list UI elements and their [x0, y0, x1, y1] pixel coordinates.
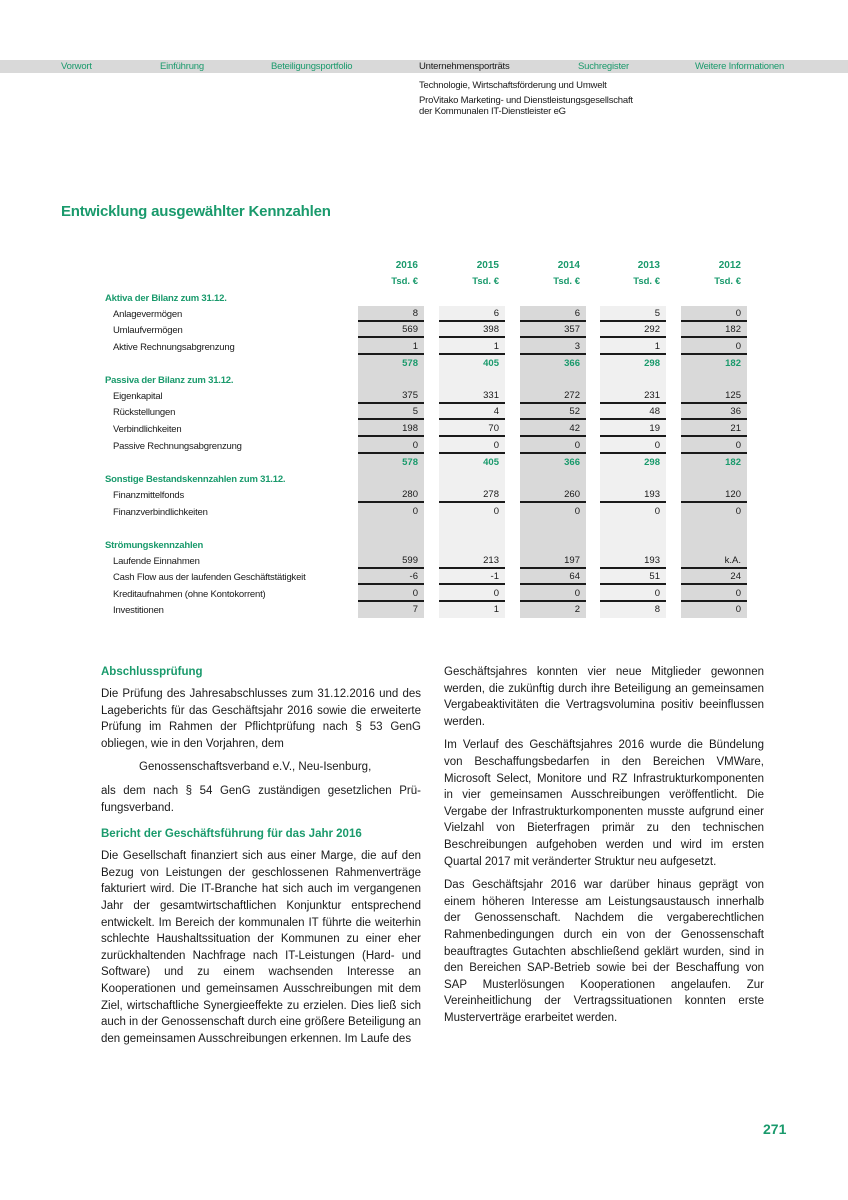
breadcrumb: [419, 80, 633, 118]
table-cell: 357: [520, 322, 586, 338]
nav-item-vorwort[interactable]: Vorwort: [61, 61, 92, 72]
table-cell: 0: [520, 438, 586, 454]
table-cell: 0: [681, 339, 747, 355]
table-cell: 193: [600, 487, 666, 503]
row-label: Anlagevermögen: [113, 309, 183, 320]
section-label-sonstige: Sonstige Bestandskennzahlen zum 31.12.: [105, 474, 286, 485]
row-label: Investitionen: [113, 605, 164, 616]
table-cell: 280: [358, 487, 424, 503]
table-cell: 213: [439, 553, 505, 569]
row-label: Finanzverbindlichkeiten: [113, 507, 208, 518]
section-label-stroemung: Strömungskennzahlen: [105, 540, 204, 551]
paragraph-verband: Genossenschaftsverband e.V., Neu-Isenburg,: [139, 761, 372, 774]
row-label: Kreditaufnahmen (ohne Kontokorrent): [113, 589, 266, 600]
table-cell: 6: [439, 306, 505, 322]
table-cell: 182: [681, 322, 747, 338]
table-cell: 2: [574, 604, 580, 615]
left-text-column: [101, 664, 421, 1054]
table-cell: 52: [520, 404, 586, 420]
column-header-year: 2012: [718, 260, 741, 271]
table-cell: 0: [358, 586, 424, 602]
table-cell: 0: [574, 506, 580, 517]
table-cell: -6: [358, 569, 424, 585]
table-cell-total: 366: [564, 457, 580, 468]
paragraph: Geschäftsjahres konnten vier neue Mitglieder gewonnen werden, die zukünftig durch ihre Beteiligung an gemeinsamen Vergabeaktivitäten die Vertragsvolumina positiv beeinflussen werden.: [444, 666, 764, 728]
table-cell: 0: [493, 506, 499, 517]
row-label: Finanzmittelfonds: [113, 490, 185, 501]
row-label: Umlaufvermögen: [113, 325, 183, 336]
table-cell: 3: [520, 339, 586, 355]
table-cell: 0: [681, 306, 747, 322]
paragraph: Die Gesellschaft finanziert sich aus einer Marge, die auf den Bezug von Leistungen der geschlossenen Rahmenverträge fakturiert wird. Die IT-Branche hat sich auch im vergangenen Jahr der gesamtwirtschaftlichen Konjunktur entsprechend entwickelt. Im Bereich der kommunalen IT führte die weiterhin schlechte Haushaltssituation der Kommunen zu einer eher zurückhaltenden Nachfrage nach IT-Leistungen (Hard- und Software) und zu einem wachsenden Interesse an Kooperationen und gemeinsamen Ausschreibungen mit dem Ziel, wirtschaftliche Synergieeffekte zu erzielen. Dies ließ sich auch in der Genossenschaft durch eine größere Beteiligung an den gemeinsamen Ausschreibungen erkennen. Im Laufe des: [101, 850, 421, 1045]
paragraph: Im Verlauf des Geschäftsjahres 2016 wurde die Bündelung von Beschaffungsbedarfen in den Bereichen VMWare, Microsoft Select, Monitore und RZ Infrastrukturkomponenten in vier gemeinsamen Ausschreibungen veröffentlicht. Die Vergabe der Infrastrukturkomponenten musste aufgrund einer Vielzahl von Bieterfragen primär zu den technischen Beschreibungen aufgehoben werden und wird im ersten Quartal 2017 mit veränderter Struktur neu aufgesetzt.: [444, 739, 764, 868]
column-header-year: 2014: [557, 260, 580, 271]
nav-item-einfuehrung[interactable]: Einführung: [160, 61, 204, 72]
table-cell-total: 578: [402, 358, 418, 369]
section-label-passiva: Passiva der Bilanz zum 31.12.: [105, 375, 234, 386]
table-cell: -1: [439, 569, 505, 585]
table-cell: 21: [681, 421, 747, 437]
paragraph: Das Geschäftsjahr 2016 war darüber hinaus geprägt von einem höheren Interesse am Leistungsaustausch innerhalb der Genossenschaft. Nachdem die vergaberechtlichen Rahmenbedingungen durch ein von der Genossenschaft beauftragtes Gutachten abschließend geklärt wurden, sind in den Bereichen SAP-Betrieb sowie bei der Beschaffung von SAP Musterlösungen Kooperationen angelaufen. Zur Vereinheitlichung der Vertragssituationen konnten erste Musterverträge erarbeitet werden.: [444, 879, 764, 1024]
table-cell: 1: [600, 339, 666, 355]
table-cell: 42: [520, 421, 586, 437]
column-header-unit: Tsd. €: [714, 276, 741, 287]
table-cell: 0: [600, 586, 666, 602]
table-cell: 6: [520, 306, 586, 322]
table-cell-total: 405: [483, 358, 499, 369]
row-label: Passive Rechnungsabgrenzung: [113, 441, 242, 452]
nav-item-beteiligungsportfolio[interactable]: Beteiligungsportfolio: [271, 61, 353, 72]
table-cell: 193: [600, 553, 666, 569]
nav-item-unternehmensportraets[interactable]: Unternehmensporträts: [419, 61, 510, 72]
table-cell: 398: [439, 322, 505, 338]
table-cell: 198: [358, 421, 424, 437]
table-cell-total: 182: [725, 457, 741, 468]
table-cell: 569: [358, 322, 424, 338]
table-cell: 36: [681, 404, 747, 420]
table-cell: 24: [681, 569, 747, 585]
table-cell: 1: [493, 604, 499, 615]
row-label: Verbindlichkeiten: [113, 424, 182, 435]
column-header-unit: Tsd. €: [472, 276, 499, 287]
table-cell: 0: [600, 438, 666, 454]
row-label: Eigenkapital: [113, 391, 163, 402]
table-cell: 64: [520, 569, 586, 585]
table-cell-total: 366: [564, 358, 580, 369]
table-cell: 0: [412, 506, 418, 517]
column-header-year: 2015: [476, 260, 499, 271]
column-header-unit: Tsd. €: [633, 276, 660, 287]
paragraph: als dem nach § 54 GenG zuständigen gesetzlichen Prüfungsverband.: [101, 784, 421, 814]
table-cell: 0: [654, 506, 660, 517]
table-cell: 375: [358, 388, 424, 404]
table-cell: 331: [439, 388, 505, 404]
table-cell: 231: [600, 388, 666, 404]
breadcrumb-company-line1: ProVitako Marketing- und Dienstleistungsgesellschaft: [419, 94, 633, 106]
table-cell: 1: [358, 339, 424, 355]
page-title: Entwicklung ausgewählter Kennzahlen: [61, 203, 331, 220]
table-cell: 0: [681, 586, 747, 602]
column-header-unit: Tsd. €: [391, 276, 418, 287]
table-cell: 70: [439, 421, 505, 437]
row-label: Rückstellungen: [113, 407, 176, 418]
table-cell: 7: [412, 604, 418, 615]
page-number: 271: [763, 1121, 787, 1137]
paragraph: Die Prüfung des Jahresabschlusses zum 31.12.2016 und des Lageberichts für das Geschäftsjahr 2016 sowie die erweiterte Prüfung im Rahmen der Pflichtprüfung nach § 53 GenG obliegen, wie in den Vorjahren, dem: [101, 688, 421, 750]
table-cell: 0: [520, 586, 586, 602]
heading-bericht-geschaeftsfuehrung: Bericht der Geschäftsführung für das Jahr 2016: [101, 828, 362, 841]
table-cell: 4: [439, 404, 505, 420]
table-cell: 197: [520, 553, 586, 569]
section-label-aktiva: Aktiva der Bilanz zum 31.12.: [105, 293, 227, 304]
table-cell: 278: [439, 487, 505, 503]
right-text-column: [444, 664, 764, 1033]
table-cell: 5: [358, 404, 424, 420]
row-label: Cash Flow aus der laufenden Geschäftstätigkeit: [113, 572, 306, 583]
table-cell: 0: [681, 438, 747, 454]
table-cell: k.A.: [681, 553, 747, 569]
row-label: Aktive Rechnungsabgrenzung: [113, 342, 235, 353]
breadcrumb-category: Technologie, Wirtschaftsförderung und Umwelt: [419, 80, 607, 91]
table-cell: 8: [358, 306, 424, 322]
table-cell-total: 182: [725, 358, 741, 369]
table-cell-total: 298: [644, 358, 660, 369]
breadcrumb-company-line2: der Kommunalen IT-Dienstleister eG: [419, 106, 566, 117]
nav-item-suchregister[interactable]: Suchregister: [578, 61, 629, 72]
table-cell: 19: [600, 421, 666, 437]
table-cell: 0: [735, 506, 741, 517]
table-cell: 0: [439, 586, 505, 602]
table-cell: 120: [681, 487, 747, 503]
column-header-year: 2016: [395, 260, 418, 271]
table-cell: 51: [600, 569, 666, 585]
heading-abschlusspruefung: Abschlussprüfung: [101, 666, 203, 678]
table-cell: 272: [520, 388, 586, 404]
table-cell: 0: [358, 438, 424, 454]
table-cell: 1: [439, 339, 505, 355]
table-cell-total: 298: [644, 457, 660, 468]
table-cell: 292: [600, 322, 666, 338]
table-cell: 260: [520, 487, 586, 503]
table-cell: 48: [600, 404, 666, 420]
table-cell: 125: [681, 388, 747, 404]
top-navigation-bar: [0, 60, 848, 73]
table-cell-total: 578: [402, 457, 418, 468]
table-cell: 5: [600, 306, 666, 322]
column-header-year: 2013: [637, 260, 660, 271]
table-cell-total: 405: [483, 457, 499, 468]
row-label: Laufende Einnahmen: [113, 556, 200, 567]
table-cell: 599: [358, 553, 424, 569]
table-cell: 0: [439, 438, 505, 454]
nav-item-weitere-informationen[interactable]: Weitere Informationen: [695, 61, 785, 72]
column-header-unit: Tsd. €: [553, 276, 580, 287]
table-cell: 8: [654, 604, 660, 615]
table-cell: 0: [735, 604, 741, 615]
